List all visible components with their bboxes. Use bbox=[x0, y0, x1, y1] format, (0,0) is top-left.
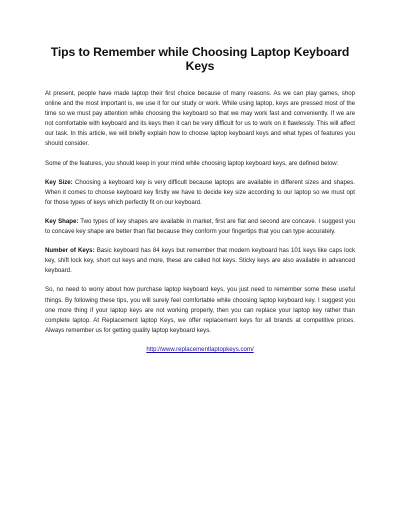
number-of-keys-label: Number of Keys: bbox=[45, 247, 95, 255]
conclusion-paragraph: So, no need to worry about how purchase laptop keyboard keys, you just need to remember some these useful things. By following these tips, you will surely feel comfortable while choosing laptop keyboard key. I suggest you one more thing if your laptop keys are not working properly, then you can replace your laptop key rather than complete laptop. At Replacement laptop Keys, we offer replacement keys for all brands at competitive prices. Always remember us for getting quality laptop keyboard keys. bbox=[45, 286, 355, 334]
key-shape-label: Key Shape: bbox=[45, 217, 79, 225]
document-title: Tips to Remember while Choosing Laptop Keyboard Keys bbox=[50, 45, 350, 73]
link-container bbox=[45, 345, 355, 355]
key-shape-text: Two types of key shapes are available in market, first are flat and second are concave. I suggest you to concave key shape are better than flat because they conform your fingertips that you can type accurately. bbox=[45, 217, 355, 236]
key-size-paragraph bbox=[45, 178, 355, 208]
number-of-keys-paragraph bbox=[45, 246, 355, 276]
number-of-keys-text: Basic keyboard has 84 keys but remember that modern keyboard has 101 keys like caps lock key, shift lock key, short cut keys and more, these are called hot keys. Sticky keys are also available in advanced keyboard. bbox=[45, 247, 356, 275]
features-intro-paragraph: Some of the features, you should keep in your mind while choosing laptop keyboard keys, are defined below: bbox=[45, 159, 339, 167]
key-size-text: Choosing a keyboard key is very difficult because laptops are available in different sizes and shapes. When it comes to choose keyboard key firstly we have to decide key size according to our laptop so we must opt for those types of keys which perfectly fit on our keyboard. bbox=[45, 178, 355, 206]
key-shape-paragraph bbox=[45, 217, 355, 237]
key-size-label: Key Size: bbox=[45, 178, 73, 186]
intro-paragraph: At present, people have made laptop their first choice because of many reasons. As we can play games, shop online and the most important is, we use it for our study or work. While using laptop, keys are pressed most of the time so we must pay attention while choosing the keyboard so that we may work fast and conveniently. If we are not comfortable with keyboard and its keys then it can be very difficult for us to work on it flawlessly. This will affect our task. In this article, we will briefly explain how to choose laptop keyboard keys and what types of features you should consider. bbox=[45, 90, 355, 148]
website-link[interactable]: http://www.replacementlaptopkeys.com/ bbox=[146, 345, 254, 353]
document-page bbox=[45, 45, 355, 355]
